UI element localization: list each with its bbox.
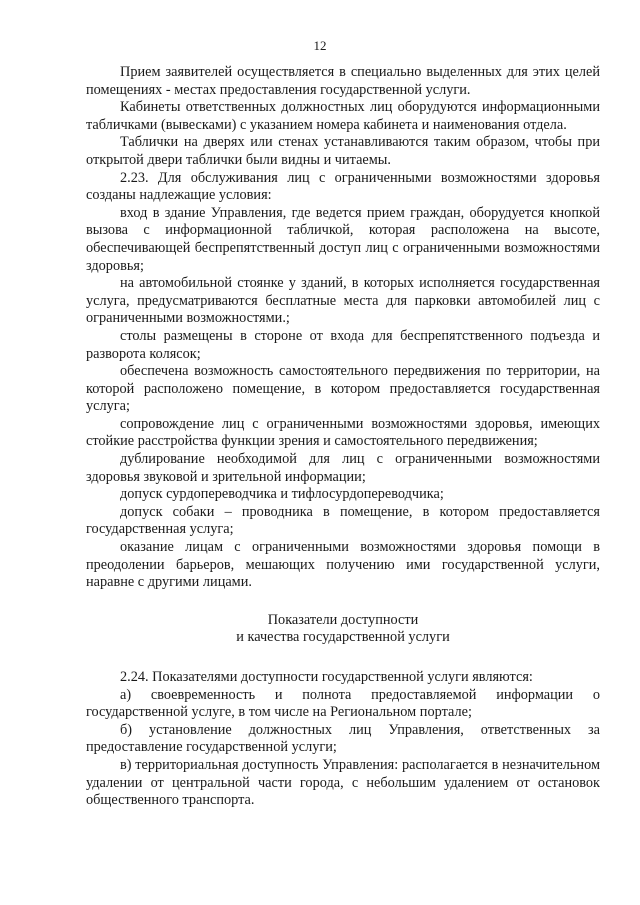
paragraph: Прием заявителей осуществляется в специально выделенных для этих целей помещениях - местах предоставления государственной услуги.	[86, 64, 600, 98]
list-item: допуск сурдопереводчика и тифлосурдопереводчика;	[120, 486, 444, 503]
list-item: на автомобильной стоянке у зданий, в которых исполняется государственная услуга, предусматриваются бесплатные места для парковки автомобилей лиц с ограниченными возможностями.;	[86, 275, 600, 327]
paragraph: Таблички на дверях или стенах устанавливаются таким образом, чтобы при открытой двери таблички были видны и читаемы.	[86, 134, 600, 168]
paragraph: 2.23. Для обслуживания лиц с ограниченными возможностями здоровья созданы надлежащие условия:	[86, 169, 600, 204]
section-heading-line1: Показатели доступности	[267, 611, 419, 628]
list-item: оказание лицам с ограниченными возможностями здоровья помощи в преодолении барьеров, мешающих получению ими государственной услуги, наравне с другими лицами.	[86, 539, 600, 591]
list-item: допуск собаки – проводника в помещение, в котором предоставляется государственная услуга;	[86, 503, 600, 538]
paragraph: 2.24. Показателями доступности государственной услуги являются:	[120, 669, 533, 685]
paragraph: Кабинеты ответственных должностных лиц оборудуются информационными табличками (вывесками) с указанием номера кабинета и наименования отдела.	[86, 99, 600, 133]
section-heading	[86, 612, 600, 647]
list-item: а) своевременность и полнота предоставляемой информации о государственной услуге, в том числе на Региональном портале;	[86, 686, 600, 721]
list-item: обеспечена возможность самостоятельного передвижения по территории, на которой расположено помещение, в котором предоставляется государственная услуга;	[86, 363, 600, 415]
list-item: вход в здание Управления, где ведется прием граждан, оборудуется кнопкой вызова с информационной табличкой, которая расположена на высоте, обеспечивающей беспрепятственный доступ лиц с ограниченными возможностями здоровья;	[86, 204, 600, 274]
list-item: столы размещены в стороне от входа для беспрепятственного подъезда и разворота колясок;	[86, 327, 600, 362]
list-item: сопровождение лиц с ограниченными возможностями здоровья, имеющих стойкие расстройства функции зрения и самостоятельного передвижения;	[86, 415, 600, 450]
list-item: в) территориальная доступность Управления: располагается в незначительном удалении от центральной части города, с небольшим удалением от остановок общественного транспорта.	[86, 756, 600, 809]
list-item: б) установление должностных лиц Управления, ответственных за предоставление государственной услуги;	[86, 721, 600, 756]
section-heading-line2: и качества государственной услуги	[236, 629, 450, 646]
list-item: дублирование необходимой для лиц с ограниченными возможностями здоровья звуковой и зрительной информации;	[86, 451, 600, 485]
page-number: 12	[313, 38, 327, 53]
document-body	[86, 64, 600, 810]
